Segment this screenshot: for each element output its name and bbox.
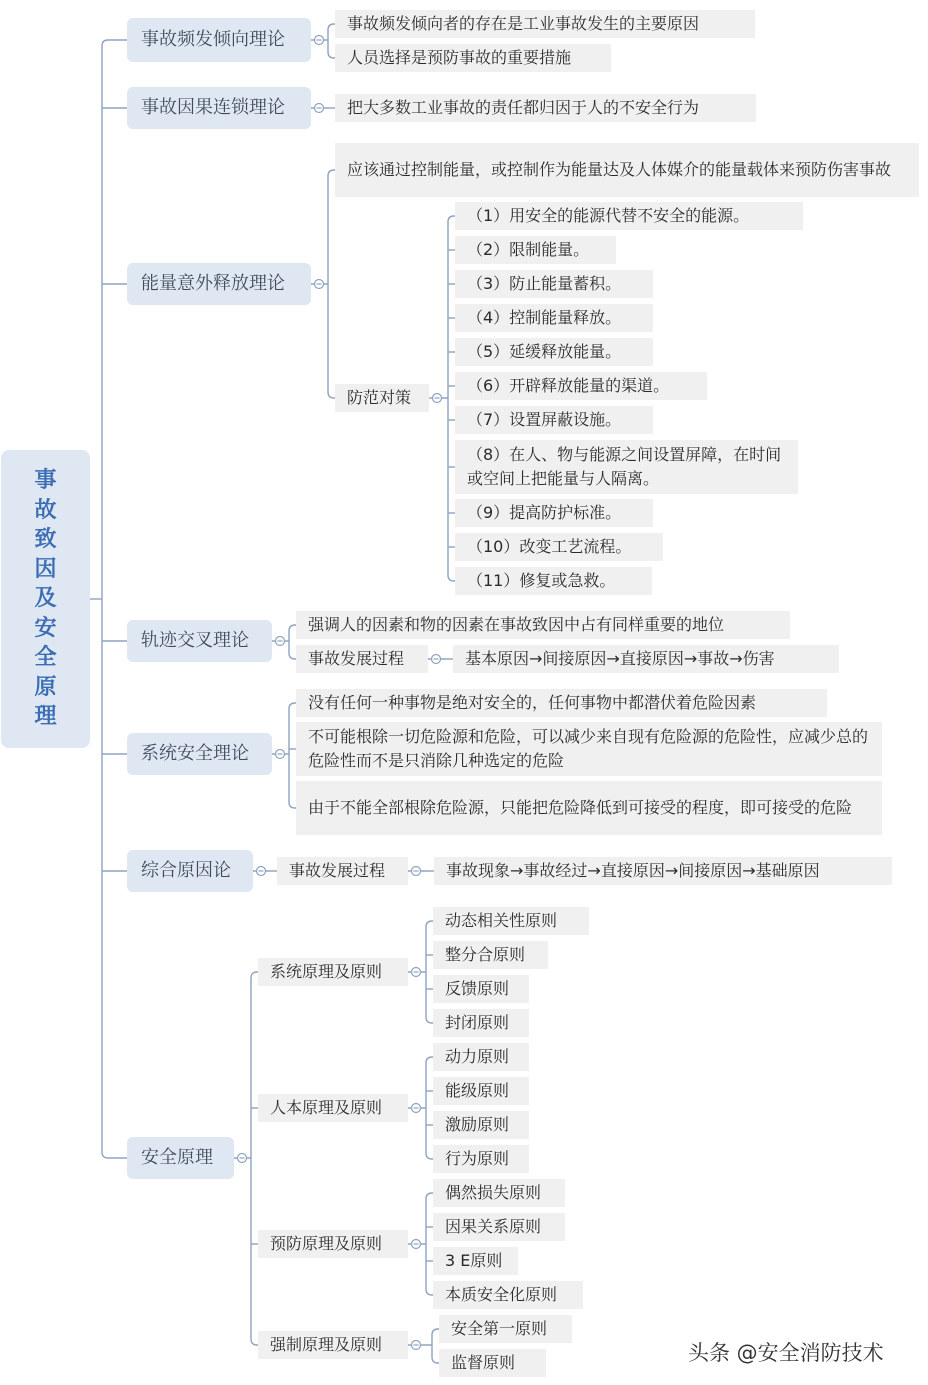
- group-compulsory-principle[interactable]: 强制原理及原则: [258, 1331, 408, 1359]
- comprehensive-process-label[interactable]: 事故发展过程: [277, 857, 408, 885]
- connector-line: [448, 216, 454, 581]
- measure-5: （5）延缓释放能量。: [455, 338, 653, 366]
- principle-item: 能级原则: [433, 1077, 529, 1105]
- principle-item: 激励原则: [433, 1111, 529, 1139]
- principle-item: 监督原则: [439, 1349, 546, 1377]
- trajectory-item-1: 强调人的因素和物的因素在事故致因中占有同样重要的地位: [296, 611, 790, 639]
- connector-line: [328, 24, 334, 58]
- accident-proneness-item-2: 人员选择是预防事故的重要措施: [335, 44, 611, 72]
- principle-item: 本质安全化原则: [433, 1281, 583, 1309]
- group-prevention-principle[interactable]: 预防原理及原则: [258, 1230, 408, 1258]
- theory-label: 事故频发倾向理论: [141, 29, 285, 50]
- theory-label: 综合原因论: [141, 860, 231, 881]
- connector-line: [426, 1057, 432, 1159]
- theory-label: 事故因果连锁理论: [141, 97, 285, 118]
- theory-comprehensive-cause[interactable]: [127, 850, 253, 892]
- measure-9: （9）提高防护标准。: [455, 499, 653, 527]
- trajectory-process-flow: 基本原因→间接原因→直接原因→事故→伤害: [453, 645, 839, 673]
- measure-1: （1）用安全的能源代替不安全的能源。: [455, 202, 803, 230]
- measure-11: （11）修复或急救。: [455, 567, 652, 595]
- connector-line: [426, 1193, 432, 1295]
- connector-line: [328, 170, 334, 398]
- measure-10: （10）改变工艺流程。: [455, 533, 663, 561]
- theory-label: 安全原理: [141, 1147, 213, 1168]
- root-title: 事故致因及安全原理: [34, 468, 57, 730]
- theory-causation-chain[interactable]: [127, 87, 311, 129]
- system-safety-item-1: 没有任何一种事物是绝对安全的，任何事物中都潜伏着危险因素: [296, 689, 827, 717]
- principle-item: 封闭原则: [433, 1009, 529, 1037]
- watermark: 头条 @安全消防技术: [688, 1341, 884, 1365]
- group-system-principle[interactable]: 系统原理及原则: [258, 958, 408, 986]
- theory-system-safety[interactable]: [127, 733, 272, 775]
- theory-accident-proneness[interactable]: [127, 18, 311, 62]
- connector-line: [289, 703, 295, 808]
- theory-energy-release[interactable]: [127, 263, 311, 305]
- principle-item: 因果关系原则: [433, 1213, 565, 1241]
- principle-item: 行为原则: [433, 1145, 529, 1173]
- theory-label: 系统安全理论: [141, 743, 249, 764]
- system-safety-item-3: 由于不能全部根除危险源，只能把危险降低到可接受的程度，即可接受的危险: [296, 781, 882, 835]
- energy-release-principle: 应该通过控制能量，或控制作为能量达及人体媒介的能量载体来预防伤害事故: [335, 143, 919, 197]
- principle-item: 安全第一原则: [439, 1315, 572, 1343]
- principle-item: 偶然损失原则: [433, 1179, 565, 1207]
- connector-line: [289, 625, 295, 659]
- theory-safety-principles[interactable]: [127, 1137, 234, 1179]
- measure-4: （4）控制能量释放。: [455, 304, 653, 332]
- connector-line: [426, 921, 432, 1023]
- theory-label: 能量意外释放理论: [141, 273, 285, 294]
- causation-chain-item-1: 把大多数工业事故的责任都归因于人的不安全行为: [335, 94, 756, 122]
- measure-7: （7）设置屏蔽设施。: [455, 406, 653, 434]
- energy-release-measures-label[interactable]: 防范对策: [335, 384, 429, 412]
- principle-item: 动态相关性原则: [433, 907, 589, 935]
- accident-proneness-item-1: 事故频发倾向者的存在是工业事故发生的主要原因: [335, 10, 755, 38]
- measure-6: （6）开辟释放能量的渠道。: [455, 372, 707, 400]
- measure-3: （3）防止能量蓄积。: [455, 270, 653, 298]
- principle-item: 动力原则: [433, 1043, 529, 1071]
- root-node: [1, 450, 90, 748]
- trajectory-process-label[interactable]: 事故发展过程: [296, 645, 428, 673]
- principle-item: 整分合原则: [433, 941, 548, 969]
- principle-item: 3 E原则: [433, 1247, 518, 1275]
- measure-8: （8）在人、物与能源之间设置屏障，在时间或空间上把能量与人隔离。: [455, 440, 798, 494]
- connector-line: [432, 1329, 438, 1363]
- theory-label: 轨迹交叉理论: [141, 630, 249, 651]
- theory-trajectory-intersection[interactable]: [127, 620, 272, 662]
- comprehensive-process-flow: 事故现象→事故经过→直接原因→间接原因→基础原因: [434, 857, 892, 885]
- connector-line: [251, 972, 257, 1345]
- group-human-principle[interactable]: 人本原理及原则: [258, 1094, 408, 1122]
- principle-item: 反馈原则: [433, 975, 529, 1003]
- connector-line: [102, 40, 108, 1158]
- system-safety-item-2: 不可能根除一切危险源和危险，可以减少来自现有危险源的危险性，应减少总的危险性而不是只消除几种选定的危险: [296, 722, 882, 776]
- measure-2: （2）限制能量。: [455, 236, 616, 264]
